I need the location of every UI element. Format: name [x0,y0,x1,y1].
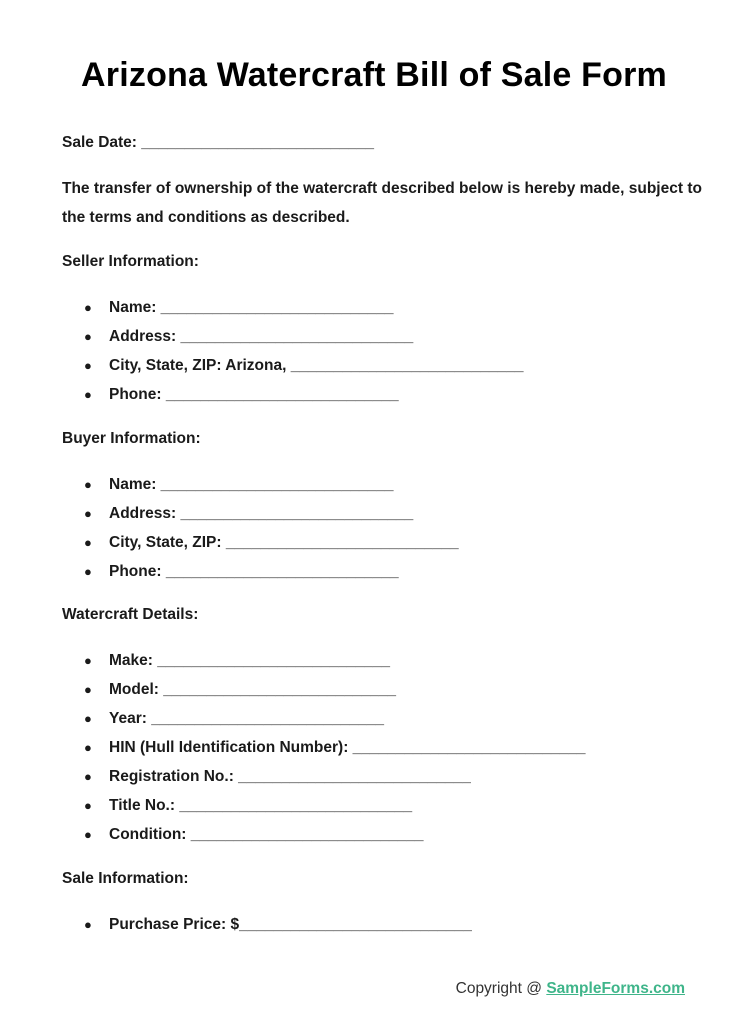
bullet-icon: ● [84,711,92,726]
seller-city-line: City, State, ZIP: Arizona, ___________________________ [109,357,524,374]
watercraft-list [0,646,585,849]
make-line: Make: ___________________________ [109,652,390,669]
sale-info-list [0,910,472,939]
seller-list [0,293,523,409]
seller-heading: Seller Information: [62,253,199,270]
bullet-icon: ● [84,917,92,932]
buyer-name-line: Name: ___________________________ [109,476,394,493]
condition-line: Condition: ___________________________ [109,826,424,843]
list-item [0,733,585,762]
bullet-icon: ● [84,740,92,755]
sale-date-line: Sale Date: ___________________________ [62,134,375,151]
bullet-icon: ● [84,653,92,668]
bullet-icon: ● [84,798,92,813]
list-item [0,675,585,704]
copyright-footer [456,980,685,998]
list-item [0,380,523,409]
model-line: Model: ___________________________ [109,681,396,698]
buyer-phone-line: Phone: ___________________________ [109,563,399,580]
year-line: Year: ___________________________ [109,710,384,727]
intro-paragraph: The transfer of ownership of the watercraft described below is hereby made, subject to the terms and conditions as described. [62,180,702,226]
list-item [0,470,459,499]
list-item [0,820,585,849]
bullet-icon: ● [84,506,92,521]
bullet-icon: ● [84,329,92,344]
bullet-icon: ● [84,535,92,550]
copyright-prefix: Copyright @ [455,980,547,997]
hin-line: HIN (Hull Identification Number): ___________________________ [109,739,586,756]
list-item [0,293,523,322]
bullet-icon: ● [84,300,92,315]
bullet-icon: ● [84,387,92,402]
sale-info-heading: Sale Information: [62,870,189,887]
bullet-icon: ● [84,358,92,373]
list-item [0,528,459,557]
seller-phone-line: Phone: ___________________________ [109,386,399,403]
list-item [0,704,585,733]
list-item [0,557,459,586]
list-item [0,791,585,820]
buyer-heading: Buyer Information: [62,430,201,447]
seller-address-line: Address: ___________________________ [109,328,414,345]
bullet-icon: ● [84,682,92,697]
bullet-icon: ● [84,564,92,579]
list-item [0,762,585,791]
buyer-address-line: Address: ___________________________ [109,505,414,522]
registration-line: Registration No.: ___________________________ [109,768,471,785]
buyer-list [0,470,459,586]
bullet-icon: ● [84,477,92,492]
seller-name-line: Name: ___________________________ [109,299,394,316]
buyer-city-line: City, State, ZIP: ___________________________ [109,534,459,551]
list-item [0,646,585,675]
list-item [0,499,459,528]
title-no-line: Title No.: ___________________________ [109,797,413,814]
list-item [0,322,523,351]
purchase-price-line: Purchase Price: $___________________________ [109,916,472,933]
bullet-icon: ● [84,827,92,842]
brand-link[interactable]: SampleForms.com [546,980,685,997]
list-item [0,351,523,380]
watercraft-heading: Watercraft Details: [62,606,199,623]
page-title: Arizona Watercraft Bill of Sale Form [81,56,667,94]
list-item [0,910,472,939]
bullet-icon: ● [84,769,92,784]
